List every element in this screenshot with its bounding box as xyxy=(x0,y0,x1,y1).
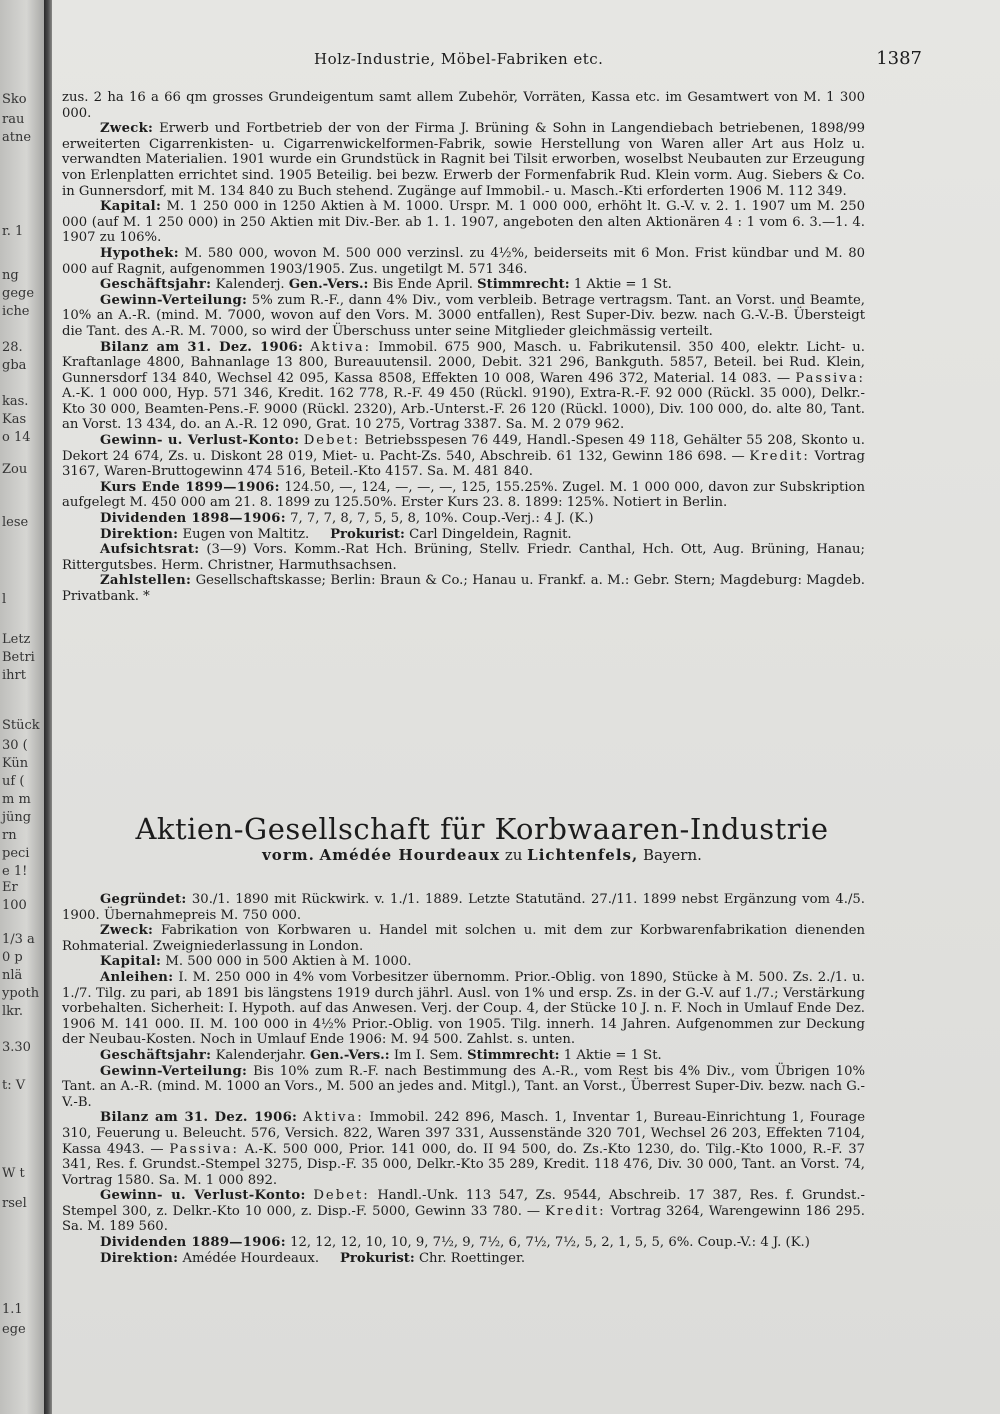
direktion-paragraph: Direktion: Amédée Hourdeaux. Prokurist: Chr. Roettinger. xyxy=(100,1250,526,1266)
margin-fragment: nlä xyxy=(2,968,23,983)
margin-fragment: lkr. xyxy=(2,1004,23,1019)
margin-fragment: 1/3 a xyxy=(2,932,35,947)
company-entry-holz-industrie xyxy=(62,90,865,605)
zahlstellen-paragraph: Zahlstellen: Gesellschaftskasse; Berlin: Braun & Co.; Hanau u. Frankf. a. M.: Gebr. Stern; Magdeburg: Magdeb. Privatbank. * xyxy=(62,573,865,604)
margin-fragment: Er xyxy=(2,880,18,895)
margin-fragment: lese xyxy=(2,515,29,530)
margin-fragment: 100 xyxy=(2,898,27,913)
margin-fragment: rsel xyxy=(2,1196,27,1211)
margin-fragment: kas. xyxy=(2,394,29,409)
margin-fragment: 0 p xyxy=(2,950,23,965)
margin-fragment: atne xyxy=(2,130,32,145)
dividenden-paragraph: Dividenden 1898—1906: 7, 7, 7, 8, 7, 5, 5, 8, 10%. Coup.-Verj.: 4 J. (K.) xyxy=(100,511,594,527)
margin-fragment: l xyxy=(2,592,7,607)
margin-fragment: W t xyxy=(2,1166,25,1181)
margin-fragment: rau xyxy=(2,112,25,127)
margin-fragment: e 1! xyxy=(2,864,28,879)
document-page xyxy=(52,0,1000,1414)
gewinn-verlust-paragraph: Gewinn- u. Verlust-Konto: Debet: Handl.-Unk. 113 547, Zs. 9544, Abschreib. 17 387, Res. f. Grundst.-Stempel 300, z. Delkr.-Kto 10 000, z. Disp.-F. 5000, Gewinn 33 780. — Kredit: Vortrag 3264, Warengewinn 186 295. Sa. M. 189 560. xyxy=(62,1188,865,1235)
margin-fragment: iche xyxy=(2,304,30,319)
margin-fragment: o 14 xyxy=(2,430,31,445)
zweck-paragraph: Zweck: Erwerb und Fortbetrieb der von der Firma J. Brüning & Sohn in Langendiebach betriebenen, 1898/99 erweiterten Cigarrenkisten- u. Cigarrenwickelformen-Fabrik, sowie Herstellung von Waren aller Art aus Holz u. verwandten Materialien. 1901 wurde ein Grundstück in Ragnit bei Tilsit erworben, woselbst Neubauten zur Erzeugung von Erlenplatten errichtet sind. 1905 Beteilig. bei bezw. Erwerb der Formenfabrik Rud. Klein vorm. Aug. Siebers & Co. in Gunnersdorf, mit M. 134 840 zu Buch stehend. Zugänge auf Immobil.- u. Masch.-Kti erforderten 1906 M. 112 349. xyxy=(62,121,865,199)
margin-fragment: ypoth xyxy=(2,986,40,1001)
zweck-paragraph: Zweck: Fabrikation von Korbwaren u. Handel mit solchen u. mit dem zur Korbwarenfabrikation dienenden Rohmaterial. Zweigniederlassung in London. xyxy=(62,923,865,954)
gewinn-verlust-paragraph: Gewinn- u. Verlust-Konto: Debet: Betriebsspesen 76 449, Handl.-Spesen 49 118, Gehälter 55 208, Skonto u. Dekort 24 674, Zs. u. Diskont 28 019, Miet- u. Pacht-Zs. 540, Abschreib. 61 132, Gewinn 186 698. — Kredit: Vortrag 3167, Waren-Bruttogewinn 474 516, Beteil.-Kto 4157. Sa. M. 481 840. xyxy=(62,433,865,480)
margin-fragment: 30 ( xyxy=(2,738,28,753)
margin-fragment: gba xyxy=(2,358,27,373)
margin-fragment: m m xyxy=(2,792,31,807)
margin-fragment: Sko xyxy=(2,92,27,107)
margin-fragment: Zou xyxy=(2,462,28,477)
margin-fragment: t: V xyxy=(2,1078,26,1093)
gewinn-verteilung-paragraph: Gewinn-Verteilung: Bis 10% zum R.-F. nach Bestimmung des A.-R., vom Rest bis 4% Div., vom Übrigen 10% Tant. an A.-R. (mind. M. 1000 an Vors., M. 500 an jedes and. Mitgl.), Tant. an Vorst., Überrest Super-Div. bezw. nach G.-V.-B. xyxy=(62,1063,865,1110)
margin-fragment: Letz xyxy=(2,632,31,647)
running-title: Holz-Industrie, Möbel-Fabriken etc. xyxy=(314,50,604,68)
margin-fragment: 1.1 xyxy=(2,1302,23,1317)
company-heading: Aktien-Gesellschaft für Korbwaaren-Industrie xyxy=(135,812,829,846)
margin-fragment: 3.30 xyxy=(2,1040,31,1055)
page-number: 1387 xyxy=(876,48,922,69)
bilanz-paragraph: Bilanz am 31. Dez. 1906: Aktiva: Immobil. 675 900, Masch. u. Fabrikutensil. 350 400, elektr. Licht- u. Kraftanlage 4800, Bahnanlage 13 800, Bureauutensil. 2000, Debit. 321 296, Bankguth. 5857, Beteil. bei Rud. Klein, Gunnersdorf 134 840, Wechsel 42 095, Kassa 8508, Effekten 10 008, Waren 496 372, Material. 14 083. — Passiva: A.-K. 1 000 000, Hyp. 571 346, Kredit. 162 778, R.-F. 49 450 (Rückl. 9190), Extra-R.-F. 92 000 (Rückl. 35 000), Delkr.-Kto 30 000, Beamten-Pens.-F. 9000 (Rückl. 2320), Arb.-Unterst.-F. 26 120 (Rückl. 1000), Div. 100 000, do. alte 80, Tant. an Vorst. 13 434, do. an A.-R. 12 090, Grat. 10 275, Vortrag 3387. Sa. M. 2 079 962. xyxy=(62,339,865,433)
intro-paragraph: zus. 2 ha 16 a 66 qm grosses Grundeigentum samt allem Zubehör, Vorräten, Kassa etc. im Gesamtwert von M. 1 300 000. xyxy=(62,90,865,121)
margin-fragment: uf ( xyxy=(2,774,25,789)
company-subheading: vorm. Amédée Hourdeaux zu Lichtenfels, Bayern. xyxy=(262,846,702,864)
gewinn-verteilung-paragraph: Gewinn-Verteilung: 5% zum R.-F., dann 4% Div., vom verbleib. Betrage vertragsm. Tant. an Vorst. und Beamte, 10% an A.-R. (mind. M. 7000, wovon auf den Vors. M. 3000 entfallen), Rest Super-Div. bezw. nach G.-V.-B. Übersteigt die Tant. des A.-R. M. 7000, so wird der Überschuss unter seine Mitglieder gleichmässig verteilt. xyxy=(62,292,865,339)
gegruendet-paragraph: Gegründet: 30./1. 1890 mit Rückwirk. v. 1./1. 1889. Letzte Statutänd. 27./11. 1899 nebst Ergänzung vom 4./5. 1900. Übernahmepreis M. 750 000. xyxy=(62,892,865,923)
page-fold-shadow xyxy=(44,0,52,1414)
margin-fragment: Kün xyxy=(2,756,29,771)
margin-fragment: gege xyxy=(2,286,35,301)
dividenden-paragraph: Dividenden 1889—1906: 12, 12, 12, 10, 10, 9, 7½, 9, 7½, 6, 7½, 7½, 5, 2, 1, 5, 5, 6%. Coup.-V.: 4 J. (K.) xyxy=(100,1235,810,1251)
margin-fragment: Kas xyxy=(2,412,27,427)
hypothek-paragraph: Hypothek: M. 580 000, wovon M. 500 000 verzinsl. zu 4½%, beiderseits mit 6 Mon. Frist kündbar und M. 80 000 auf Ragnit, aufgenommen 1903/1905. Zus. ungetilgt M. 571 346. xyxy=(62,245,865,277)
previous-page-margin xyxy=(0,0,44,1414)
margin-fragment: Betri xyxy=(2,650,35,665)
direktion-paragraph: Direktion: Eugen von Maltitz. Prokurist: Carl Dingeldein, Ragnit. xyxy=(100,526,572,542)
geschaeftsjahr-paragraph: Geschäftsjahr: Kalenderjahr. Gen.-Vers.: Im I. Sem. Stimmrecht: 1 Aktie = 1 St. xyxy=(100,1047,662,1063)
kapital-paragraph: Kapital: M. 1 250 000 in 1250 Aktien à M. 1000. Urspr. M. 1 000 000, erhöht lt. G.-V. v. 2. 1. 1907 um M. 250 000 (auf M. 1 250 000) in 250 Aktien mit Div.-Ber. ab 1. 1. 1907, angeboten den alten Aktionären 4 : 1 vom 6. 3.—1. 4. 1907 zu 106%. xyxy=(62,199,865,246)
margin-fragment: r. 1 xyxy=(2,224,24,239)
margin-fragment: ege xyxy=(2,1322,26,1337)
running-header xyxy=(52,48,1000,72)
geschaeftsjahr-paragraph: Geschäftsjahr: Kalenderj. Gen.-Vers.: Bis Ende April. Stimmrecht: 1 Aktie = 1 St. xyxy=(100,277,672,293)
bilanz-paragraph: Bilanz am 31. Dez. 1906: Aktiva: Immobil. 242 896, Masch. 1, Inventar 1, Bureau-Einrichtung 1, Fourage 310, Feuerung u. Beleucht. 576, Versich. 822, Waren 397 331, Aussenstände 320 701, Wechsel 26 203, Effekten 7104, Kassa 4943. — Passiva: A.-K. 500 000, Prior. 141 000, do. II 94 500, do. Zs.-Kto 1230, do. Tilg.-Kto 1000, R.-F. 37 341, Res. f. Grundst.-Stempel 3275, Disp.-F. 35 000, Delkr.-Kto 35 289, Kredit. 118 476, Div. 30 000, Tant. an Vorst. 74, Vortrag 1580. Sa. M. 1 000 892. xyxy=(62,1110,866,1188)
margin-fragment: jüng xyxy=(2,810,32,825)
margin-fragment: peci xyxy=(2,846,30,861)
margin-fragment: rn xyxy=(2,828,17,843)
margin-fragment: 28. xyxy=(2,340,23,355)
aufsichtsrat-paragraph: Aufsichtsrat: (3—9) Vors. Komm.-Rat Hch. Brüning, Stellv. Friedr. Canthal, Hch. Ott, Aug. Brüning, Hanau; Rittergutsbes. Herm. Christner, Harmuthsachsen. xyxy=(62,542,865,573)
kurs-paragraph: Kurs Ende 1899—1906: 124.50, —, 124, —, —, —, 125, 155.25%. Zugel. M. 1 000 000, davon zur Subskription aufgelegt M. 450 000 am 21. 8. 1899 zu 125.50%. Erster Kurs 23. 8. 1899: 125%. Notiert in Berlin. xyxy=(62,479,865,511)
company-entry-korbwaaren xyxy=(62,892,865,1266)
margin-fragment: Stück xyxy=(2,718,40,733)
margin-fragment: ng xyxy=(2,268,19,283)
anleihen-paragraph: Anleihen: I. M. 250 000 in 4% vom Vorbesitzer übernomm. Prior.-Oblig. von 1890, Stücke à M. 500. Zs. 2./1. u. 1./7. Tilg. zu pari, ab 1891 bis längstens 1919 durch jährl. Ausl. von 1% und ersp. Zs. in der G.-V. auf 1./7.; Verstärkung vorbehalten. Sicherheit: I. Hypoth. auf das Anwesen. Verj. der Coup. 4, der Stücke 10 J. n. F. Noch in Umlauf Ende Dez. 1906 M. 141 000. II. M. 100 000 in 4½% Prior.-Oblig. von 1905. Tilg. innerh. 14 Jahren. Aufgenommen zur Deckung der Neubau-Kosten. Noch in Umlauf Ende 1906: M. 94 500. Zahlst. s. unten. xyxy=(62,969,865,1048)
margin-fragment: ihrt xyxy=(2,668,26,683)
kapital-paragraph: Kapital: M. 500 000 in 500 Aktien à M. 1000. xyxy=(100,954,412,970)
